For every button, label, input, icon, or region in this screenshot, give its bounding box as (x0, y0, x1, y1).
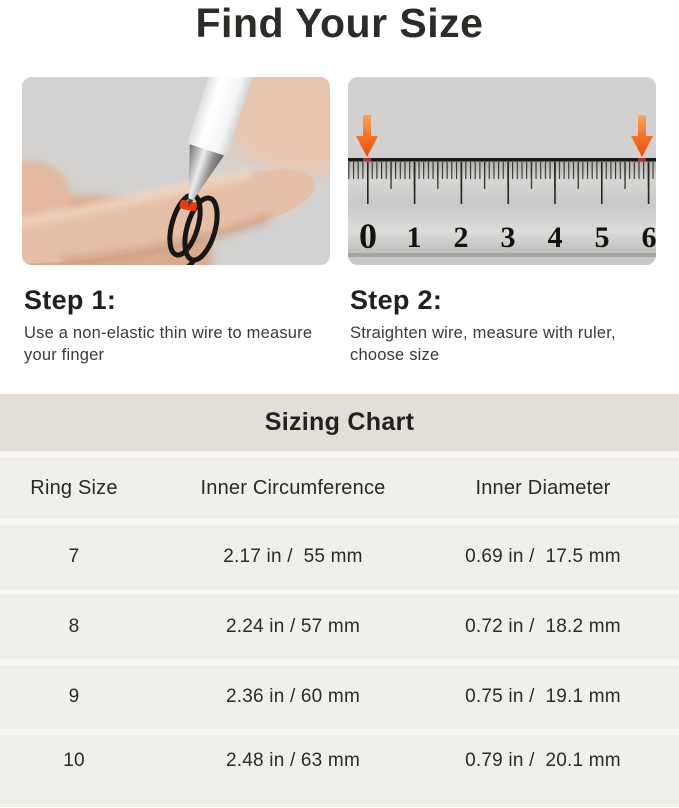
step1-photo-finger-wire (22, 77, 330, 265)
column-header-inner-diameter: Inner Diameter (475, 476, 611, 499)
inner-circumference-value: 2.17 in / 55 mm (223, 546, 363, 568)
ring-size-value: 9 (68, 686, 80, 708)
svg-text:0: 0 (359, 215, 377, 256)
sizing-chart-section (0, 394, 679, 807)
ring-size-value: 8 (68, 616, 80, 638)
table-row (0, 595, 679, 659)
page-title: Find Your Size (195, 0, 484, 46)
step2-photo-ruler (348, 77, 656, 265)
inner-diameter-value: 0.72 in / 18.2 mm (465, 616, 621, 638)
finger-wire-illustration (22, 77, 330, 265)
straightened-wire (348, 158, 656, 162)
svg-text:4: 4 (547, 220, 563, 254)
steps-row (0, 265, 679, 367)
step2-heading: Step 2: (350, 284, 443, 315)
inner-diameter-value: 0.75 in / 19.1 mm (465, 686, 621, 708)
ring-size-value: 10 (63, 750, 85, 772)
sizing-chart-title: Sizing Chart (264, 408, 415, 437)
step1-description: Use a non-elastic thin wire to measure your finger (24, 323, 313, 364)
svg-text:2: 2 (453, 220, 469, 254)
column-header-ring-size: Ring Size (30, 476, 118, 499)
cm-ticks (348, 162, 656, 204)
table-header-row (0, 457, 679, 519)
inner-circumference-value: 2.36 in / 60 mm (226, 686, 360, 708)
step-images-row (0, 77, 679, 265)
inner-circumference-value: 2.24 in / 57 mm (226, 616, 360, 638)
svg-text:5: 5 (594, 220, 610, 254)
svg-text:1: 1 (406, 220, 422, 254)
step1-heading: Step 1: (24, 284, 117, 315)
ruler-illustration (348, 77, 656, 265)
sizing-chart-header (0, 394, 679, 451)
column-header-inner-circumference: Inner Circumference (200, 476, 386, 499)
table-row (0, 735, 679, 807)
step2-description: Straighten wire, measure with ruler, choose size (350, 323, 616, 364)
svg-text:6: 6 (641, 220, 656, 254)
inner-diameter-value: 0.79 in / 20.1 mm (465, 750, 621, 772)
svg-text:3: 3 (500, 220, 516, 254)
step-1 (22, 265, 330, 367)
ring-size-value: 7 (68, 546, 80, 568)
table-row (0, 525, 679, 589)
sizing-chart-table (0, 451, 679, 807)
step-2 (348, 265, 656, 367)
inner-circumference-value: 2.48 in / 63 mm (226, 750, 360, 772)
table-row (0, 665, 679, 729)
inner-diameter-value: 0.69 in / 17.5 mm (465, 546, 621, 568)
